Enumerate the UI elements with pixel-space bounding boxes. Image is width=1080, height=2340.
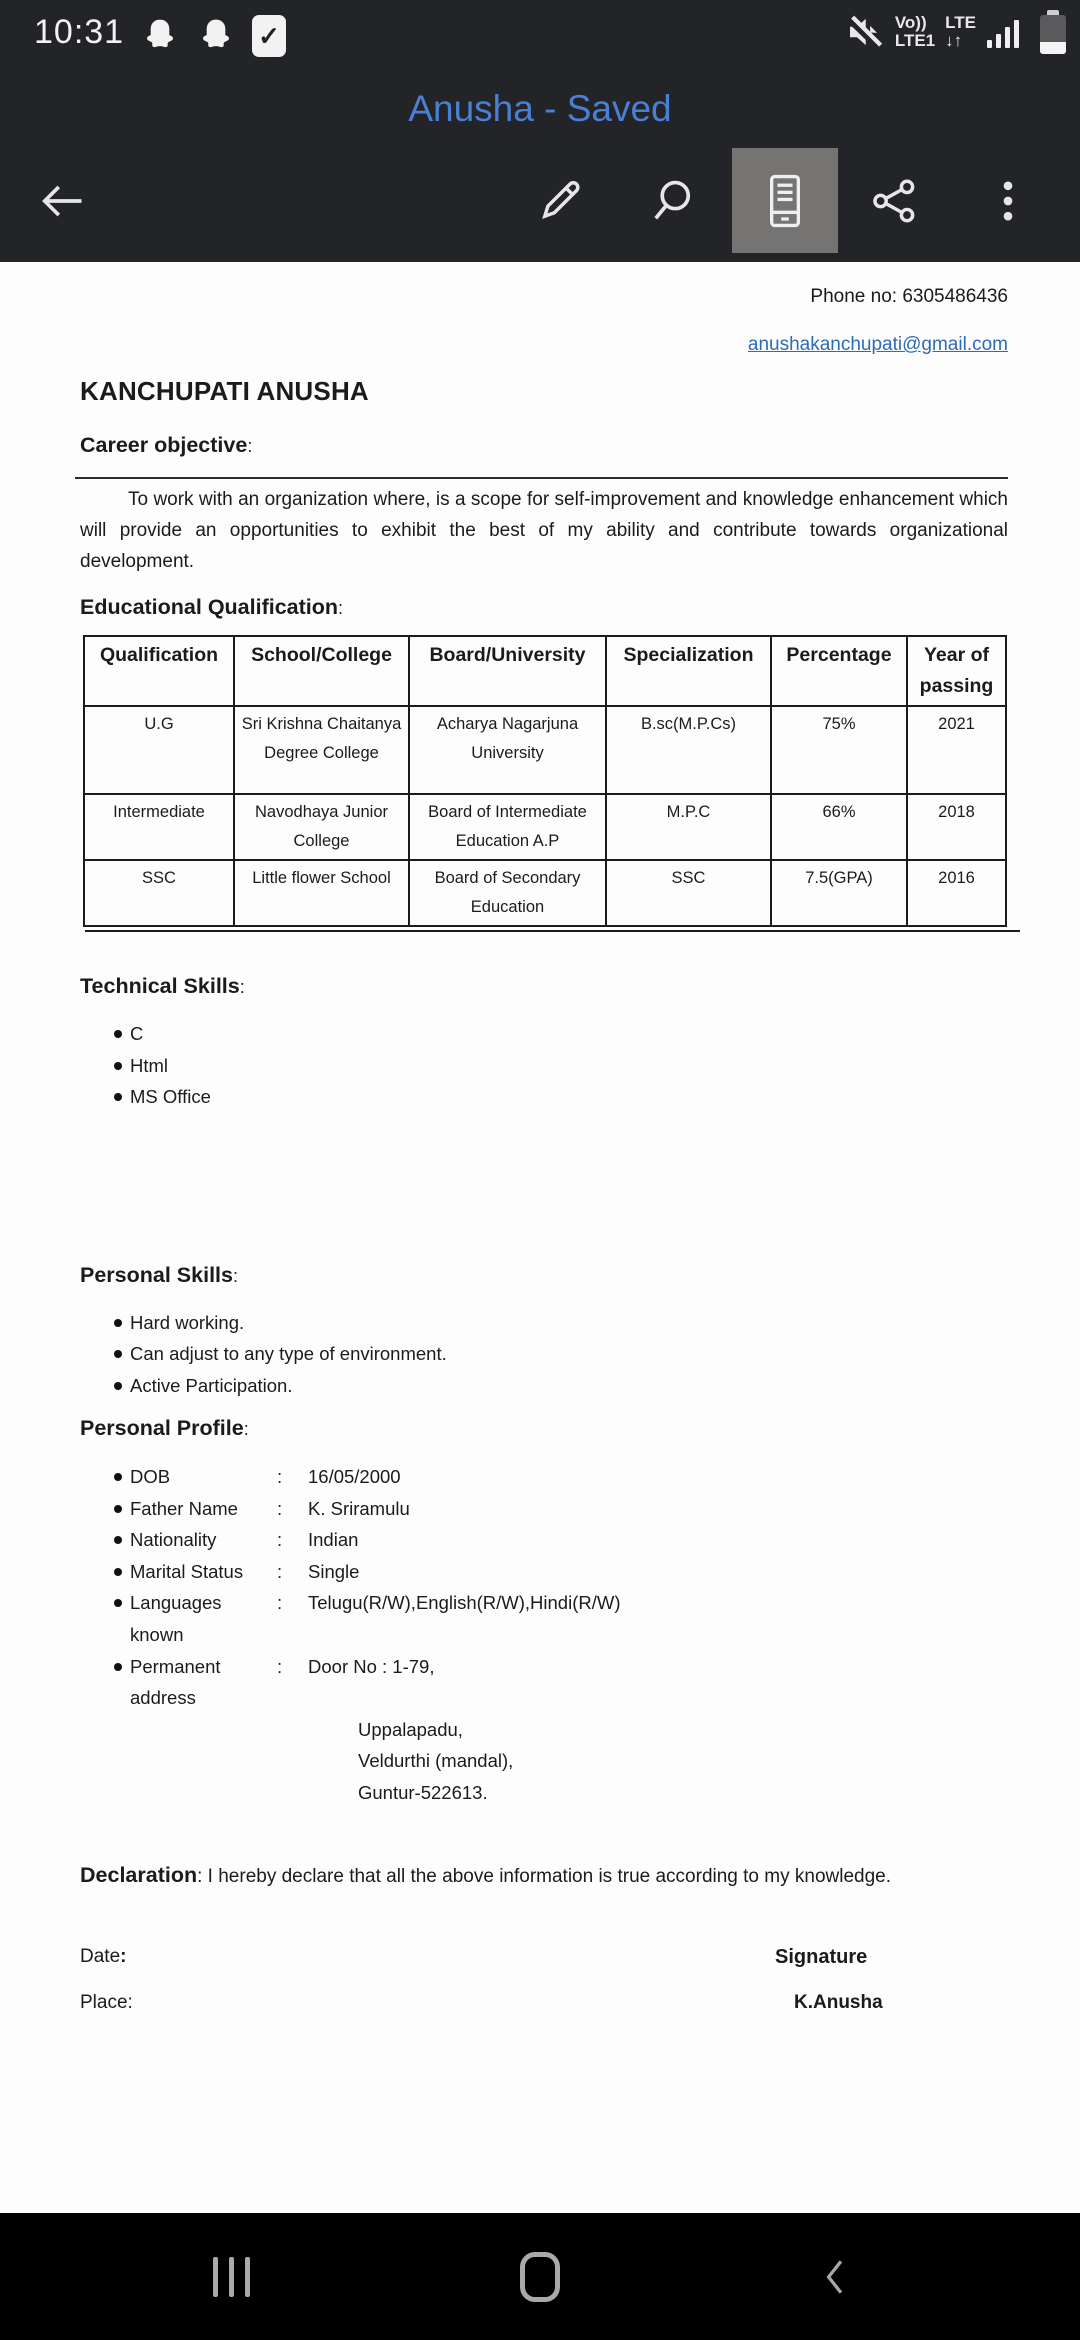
divider-line xyxy=(75,477,1008,479)
place-name-row xyxy=(80,1992,1008,2024)
table-cell: Sri Krishna Chaitanya Degree College xyxy=(234,706,409,794)
toolbar xyxy=(0,140,1080,262)
profile-row: Father Name : K. Sriramulu xyxy=(80,1493,1008,1525)
table-cell: M.P.C xyxy=(606,794,771,860)
address-line: Uppalapadu, xyxy=(358,1718,463,1740)
career-objective-heading: Career objective: xyxy=(80,433,253,457)
column-header: Qualification xyxy=(84,636,234,706)
table-cell: 2018 xyxy=(907,794,1006,860)
table-cell: 75% xyxy=(771,706,907,794)
navigation-bar xyxy=(0,2213,1080,2340)
personal-skills-heading: Personal Skills: xyxy=(80,1262,238,1287)
table-cell: 2016 xyxy=(907,860,1006,926)
profile-row: Marital Status : Single xyxy=(80,1556,1008,1588)
home-icon xyxy=(520,2252,560,2302)
address-line: Guntur-522613. xyxy=(358,1781,488,1803)
snapchat-notification-icon xyxy=(196,14,236,58)
task-check-notification-icon: ✓ xyxy=(252,15,286,57)
clock: 10:31 xyxy=(34,13,125,51)
declaration-text: I hereby declare that all the above information is true according to my knowledge. xyxy=(207,1865,891,1887)
table-cell: SSC xyxy=(84,860,234,926)
table-cell: Navodhaya Junior College xyxy=(234,794,409,860)
document-canvas[interactable] xyxy=(0,262,1080,2213)
status-bar xyxy=(0,0,1080,62)
search-button[interactable] xyxy=(626,148,718,253)
list-item: C xyxy=(80,1018,1008,1050)
profile-row: Languages known : Telugu(R/W),English(R/W),Hindi(R/W) xyxy=(80,1587,1008,1650)
navigation-back-button[interactable] xyxy=(756,2213,916,2340)
recents-button[interactable] xyxy=(151,2213,311,2340)
snapchat-notification-icon xyxy=(140,14,180,58)
table-cell: 2021 xyxy=(907,706,1006,794)
overflow-menu-button[interactable] xyxy=(962,148,1054,253)
signature-name: K.Anusha xyxy=(794,1991,883,2013)
notification-icons xyxy=(140,14,286,58)
mobile-view-icon xyxy=(758,171,812,231)
date-label: Date: xyxy=(80,1945,127,1967)
list-item: MS Office xyxy=(80,1081,1008,1113)
app-bar xyxy=(0,0,1080,262)
phone-number: Phone no: 6305486436 xyxy=(810,286,1008,307)
search-icon xyxy=(646,175,698,227)
table-cell: B.sc(M.P.Cs) xyxy=(606,706,771,794)
education-heading: Educational Qualification: xyxy=(80,595,344,619)
home-button[interactable] xyxy=(460,2213,620,2340)
resume-name-heading: KANCHUPATI ANUSHA xyxy=(80,376,369,406)
technical-skills-list xyxy=(80,1018,1008,1113)
table-row xyxy=(84,794,1006,860)
battery-icon xyxy=(1040,10,1066,54)
column-header: Board/University xyxy=(409,636,606,706)
profile-row: DOB : 16/05/2000 xyxy=(80,1461,1008,1493)
column-header: Percentage xyxy=(771,636,907,706)
column-header: School/College xyxy=(234,636,409,706)
table-cell: Acharya Nagarjuna University xyxy=(409,706,606,794)
signature-label: Signature xyxy=(775,1945,868,1968)
table-cell: U.G xyxy=(84,706,234,794)
volte-indicator: Vo)) LTE1 xyxy=(894,13,936,50)
personal-profile-heading: Personal Profile: xyxy=(80,1416,249,1440)
recents-icon xyxy=(213,2257,250,2297)
column-header: Specialization xyxy=(606,636,771,706)
list-item: Hard working. xyxy=(80,1307,1008,1339)
technical-skills-heading: Technical Skills: xyxy=(80,974,245,998)
place-label: Place: xyxy=(80,1991,133,2013)
table-cell: Little flower School xyxy=(234,860,409,926)
document-title: Anusha - Saved xyxy=(408,88,672,129)
status-indicators xyxy=(843,8,1066,56)
list-item: Html xyxy=(80,1050,1008,1082)
career-objective-text: To work with an organization where, is a scope for self-improvement and knowledge enhancement which will provide an opportunities to exhibit the best of my ability and contribute towards organizational development. xyxy=(80,489,1008,572)
signal-strength-icon xyxy=(986,10,1026,54)
email-link[interactable]: anushakanchupati@gmail.com xyxy=(747,334,1008,355)
table-row xyxy=(84,860,1006,926)
edit-pencil-icon xyxy=(534,175,586,227)
back-arrow-icon xyxy=(36,175,88,227)
table-row xyxy=(84,706,1006,794)
declaration: Declaration: I hereby declare that all the above information is true according to my knowledge. xyxy=(80,1862,891,1887)
table-cell: Board of Intermediate Education A.P xyxy=(409,794,606,860)
column-header: Year of passing xyxy=(907,636,1006,706)
share-button[interactable] xyxy=(848,148,940,253)
mobile-view-button[interactable] xyxy=(732,148,838,253)
share-icon xyxy=(868,175,920,227)
back-button[interactable] xyxy=(16,148,108,253)
table-cell: SSC xyxy=(606,860,771,926)
overflow-menu-icon xyxy=(982,175,1034,227)
table-cell: 7.5(GPA) xyxy=(771,860,907,926)
date-signature-row xyxy=(80,1946,1008,1978)
mute-icon xyxy=(843,11,885,53)
table-cell: Intermediate xyxy=(84,794,234,860)
personal-skills-list xyxy=(80,1307,1008,1402)
list-item: Active Participation. xyxy=(80,1370,1008,1402)
table-cell: Board of Secondary Education xyxy=(409,860,606,926)
education-table-header-row xyxy=(84,636,1006,706)
edit-button[interactable] xyxy=(514,148,606,253)
profile-row: Permanent address : Door No : 1-79, xyxy=(80,1651,1008,1714)
address-line: Veldurthi (mandal), xyxy=(358,1750,514,1772)
lte-data-indicator: LTE ↓↑ xyxy=(945,13,976,50)
back-chevron-icon xyxy=(816,2254,856,2300)
profile-row: Nationality : Indian xyxy=(80,1524,1008,1556)
personal-profile-list xyxy=(80,1461,1008,1809)
education-table xyxy=(83,635,1007,927)
list-item: Can adjust to any type of environment. xyxy=(80,1338,1008,1370)
divider-line xyxy=(85,930,1020,932)
table-cell: 66% xyxy=(771,794,907,860)
